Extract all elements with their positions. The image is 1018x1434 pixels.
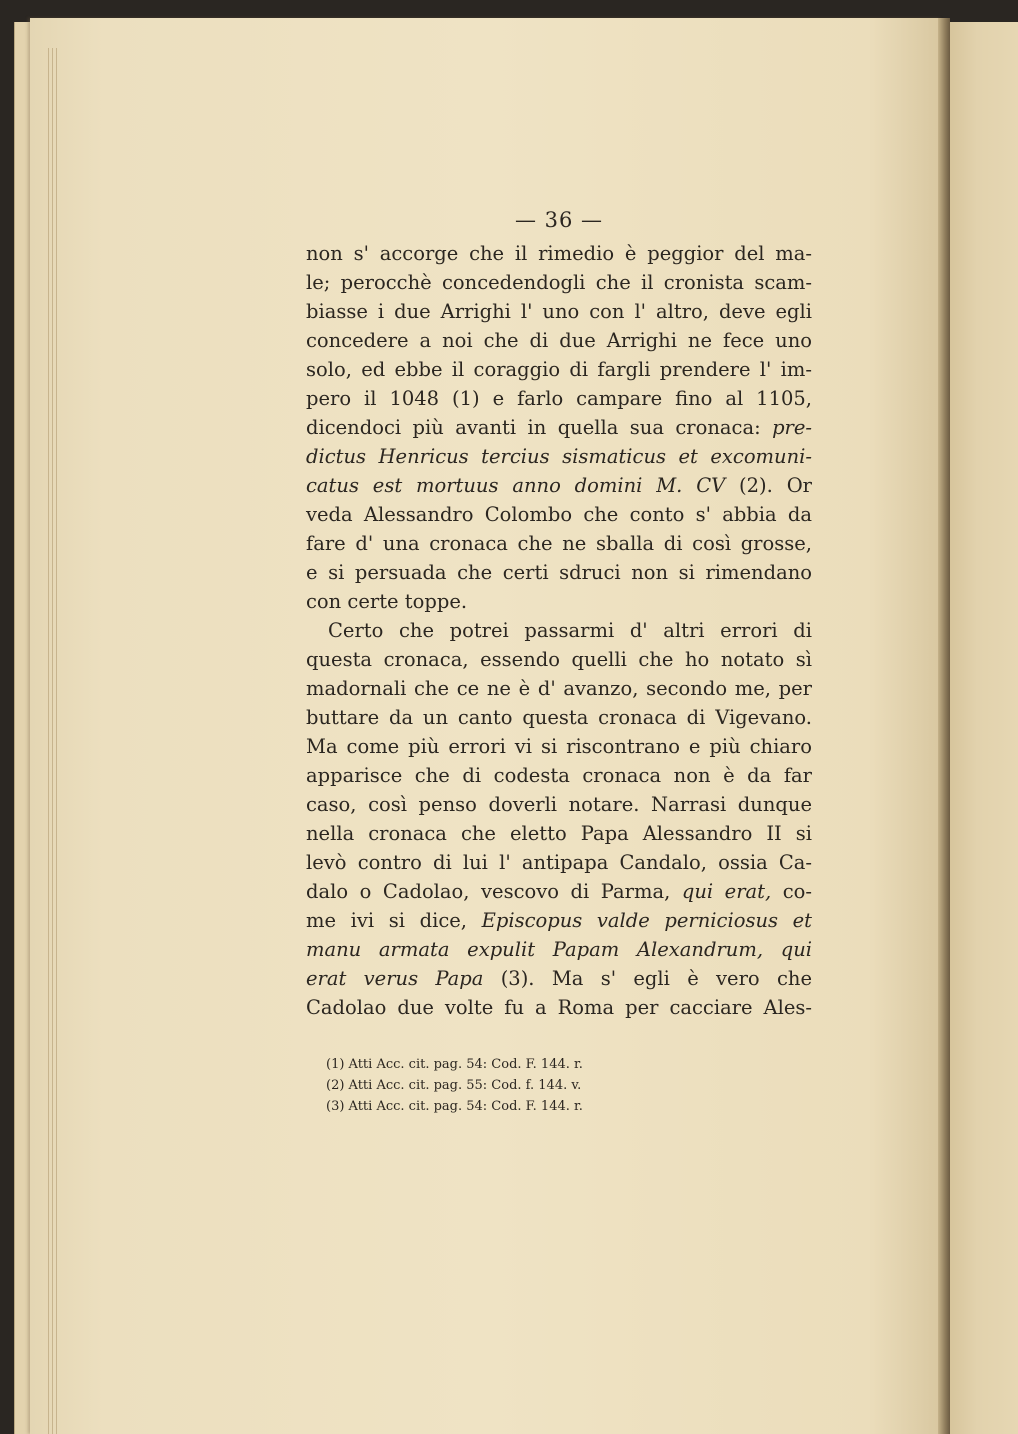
text-line: Cadolao due volte fu a Roma per cacciare Ales-: [306, 996, 812, 1019]
text-line: le; perocchè concedendogli che il cronista scam-: [306, 271, 812, 294]
page-number: — 36 —: [514, 208, 604, 232]
text-segment: co-: [782, 880, 812, 903]
page-edge-line: [56, 48, 57, 1434]
text-line: Ma come più errori vi si riscontrano e più chiaro: [306, 735, 812, 758]
footnote: (3) Atti Acc. cit. pag. 54: Cod. F. 144. r.: [326, 1099, 583, 1114]
latin-quote: qui erat,: [681, 880, 772, 903]
latin-quote: erat verus Papa: [306, 967, 484, 990]
text-line: apparisce che di codesta cronaca non è da far: [306, 764, 812, 787]
text-line: e si persuada che certi sdruci non si rimendano: [306, 561, 812, 584]
footnote: (2) Atti Acc. cit. pag. 55: Cod. f. 144. v.: [326, 1078, 582, 1093]
text-segment: dicendoci più avanti in quella sua cronaca:: [306, 416, 761, 439]
text-line: [306, 964, 812, 993]
text-line: [306, 877, 812, 906]
text-line: [306, 471, 812, 500]
text-segment: (2). Or: [739, 474, 813, 497]
page-edge-line: [48, 48, 49, 1434]
latin-quote-line: dictus Henricus tercius sismaticus et excomuni-: [306, 445, 812, 468]
latin-quote: Episcopus valde perniciosus et: [481, 909, 813, 932]
text-segment: dalo o Cadolao, vescovo di Parma,: [306, 880, 671, 903]
text-line: [306, 906, 812, 935]
text-line: non s' accorge che il rimedio è peggior del ma-: [306, 242, 812, 265]
text-segment: (3). Ma s' egli è vero che: [500, 967, 812, 990]
text-line: caso, così penso doverli notare. Narrasi dunque: [306, 793, 812, 816]
text-line: biasse i due Arrighi l' uno con l' altro, deve egli: [306, 300, 812, 323]
text-line: fare d' una cronaca che ne sballa di così grosse,: [306, 532, 812, 555]
text-line: madornali che ce ne è d' avanzo, secondo me, per: [306, 677, 812, 700]
latin-quote: catus est mortuus anno domini M. CV: [306, 474, 726, 497]
text-line: nella cronaca che eletto Papa Alessandro II si: [306, 822, 812, 845]
page-text-block: [306, 205, 812, 1117]
text-line: concedere a noi che di due Arrighi ne fece uno: [306, 329, 812, 352]
footnotes: [306, 1054, 812, 1117]
text-segment: me ivi si dice,: [306, 909, 467, 932]
text-line: Certo che potrei passarmi d' altri errori di: [328, 619, 812, 642]
body-text: [306, 239, 812, 1022]
text-line: con certe toppe.: [306, 590, 468, 613]
book-gutter: [938, 18, 950, 1434]
latin-quote-line: manu armata expulit Papam Alexandrum, qui: [306, 938, 812, 961]
text-line: [306, 413, 812, 442]
text-line: levò contro di lui l' antipapa Candalo, ossia Ca-: [306, 851, 812, 874]
footnote: (1) Atti Acc. cit. pag. 54: Cod. F. 144. r.: [326, 1057, 583, 1072]
text-line: questa cronaca, essendo quelli che ho notato sì: [306, 648, 812, 671]
text-line: pero il 1048 (1) e farlo campare fino al 1105,: [306, 387, 812, 410]
facing-page: [950, 22, 1018, 1434]
latin-quote: pre-: [772, 416, 812, 439]
text-line: veda Alessandro Colombo che conto s' abbia da: [306, 503, 812, 526]
text-line: buttare da un canto questa cronaca di Vigevano.: [306, 706, 812, 729]
page-edge-line: [52, 48, 53, 1434]
text-line: solo, ed ebbe il coraggio di fargli prendere l' im-: [306, 358, 812, 381]
